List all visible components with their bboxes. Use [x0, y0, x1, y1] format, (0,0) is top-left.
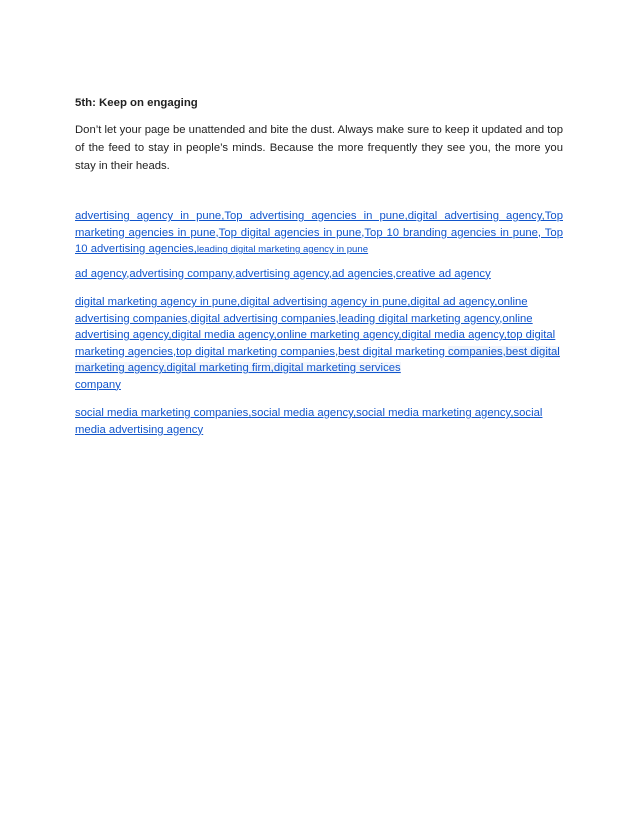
document-page: [75, 96, 563, 438]
keyword-link-advertising-agencies[interactable]: advertising agency in pune,Top advertising agencies in pune,digital advertising agency,Top marketing agencies in pune,Top digital agencies in pune,Top 10 branding agencies in pune, Top 10 advertising agencies: [75, 210, 563, 255]
keyword-link-digital-marketing[interactable]: digital marketing agency in pune,digital advertising agency in pune,digital ad agency,online advertising companies,digital advertising companies,leading digital marketing agency,online advertising agency,digital media agency,online marketing agency,digital media agency,top digital marketing agencies,top digital marketing companies,best digital marketing: [75, 296, 556, 358]
keyword-links-block-1: advertising agency in pune,Top advertising agencies in pune,digital advertising agency,Top marketing agencies in pune,Top digital agencies in pune,Top 10 branding agencies in pune, Top 10 advertising agencies,leading digital marketing agency in pune: [75, 210, 563, 255]
keyword-links-block-4: [75, 405, 563, 438]
keyword-link-digital-marketing-services[interactable]: companies,best digital marketing agency,digital marketing firm,digital marketing services: [75, 345, 560, 374]
section-heading: 5th: Keep on engaging: [75, 97, 198, 109]
keyword-links-block-2: [75, 266, 563, 283]
keyword-link-social-media[interactable]: social media marketing companies,social media agency,social media marketing agency,social media advertising agency: [75, 407, 543, 436]
keyword-link-company[interactable]: company: [75, 378, 121, 391]
section-body: Don’t let your page be unattended and bite the dust. Always make sure to keep it updated and top of the feed to stay in people’s minds. Because the more frequently they see you, the more you stay in their heads.: [75, 124, 563, 172]
keyword-links-block-3: [75, 294, 563, 393]
keyword-link-leading-digital-marketing[interactable]: leading digital marketing agency in pune: [196, 244, 369, 255]
keyword-link-ad-agency[interactable]: ad agency,advertising company,advertising agency,ad agencies,creative ad agency: [75, 267, 491, 280]
